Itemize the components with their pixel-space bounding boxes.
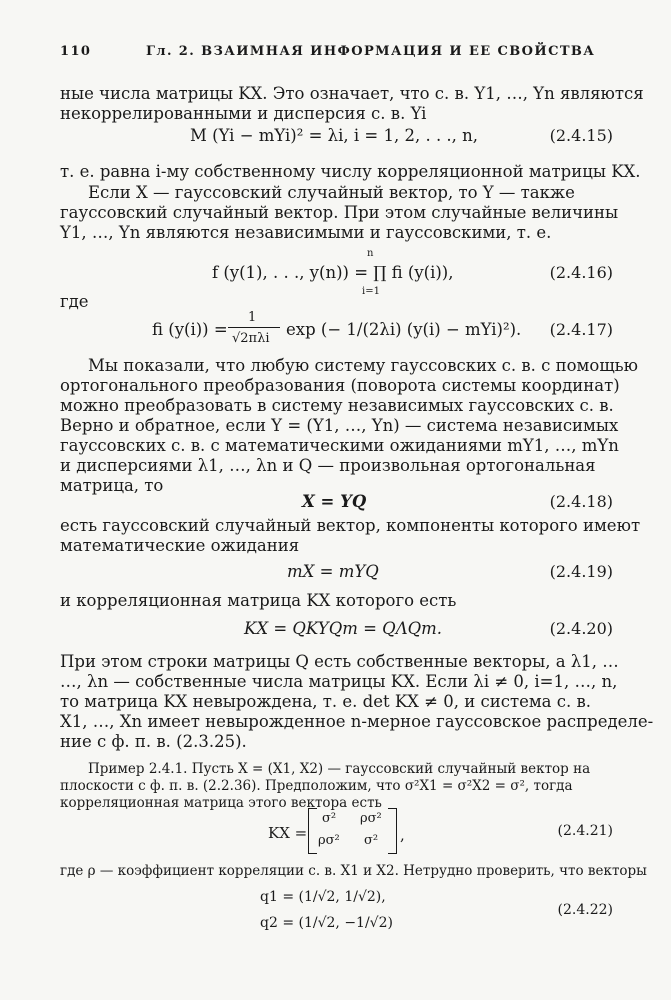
equation-number: (2.4.20) xyxy=(549,619,613,638)
text-line: X1, …, Xn имеет невырожденное n-мерное гауссовское распределе- xyxy=(60,712,654,731)
matrix-cell: σ² xyxy=(322,811,337,826)
page-number: 110 xyxy=(60,44,92,59)
equation-number: (2.4.16) xyxy=(549,263,613,282)
equation-number: (2.4.18) xyxy=(549,492,613,511)
matrix-left-bracket xyxy=(308,808,317,854)
equation-number: (2.4.22) xyxy=(557,902,613,918)
equation-2-4-22-a: q1 = (1/√2, 1/√2), xyxy=(260,889,386,905)
matrix-cell: σ² xyxy=(364,833,379,848)
equation-2-4-21-lhs: KX = xyxy=(268,824,308,842)
matrix-right-bracket xyxy=(388,808,397,854)
text-line: ние с ф. п. в. (2.3.25). xyxy=(60,732,247,751)
matrix-cell: ρσ² xyxy=(360,811,382,826)
text-line: гауссовских с. в. с математическими ожиданиями mY1, …, mYn xyxy=(60,436,619,455)
text-line: то матрица KX невырождена, т. е. det KX ≠ 0, и система с. в. xyxy=(60,692,592,711)
text-line: и корреляционная матрица KX которого есть xyxy=(60,591,457,610)
equation-number: (2.4.17) xyxy=(549,320,613,339)
fraction-denominator: √2πλi xyxy=(232,331,270,346)
text-line: ные числа матрицы KX. Это означает, что с. в. Y1, …, Yn являются xyxy=(60,84,644,103)
matrix-cell: ρσ² xyxy=(318,833,340,848)
text-line: есть гауссовский случайный вектор, компоненты которого имеют xyxy=(60,516,641,535)
text-line: можно преобразовать в систему независимых гауссовских с. в. xyxy=(60,396,614,415)
example-line: Пример 2.4.1. Пусть X = (X1, X2) — гауссовский случайный вектор на xyxy=(88,761,591,777)
equation-number: (2.4.15) xyxy=(549,126,613,145)
text-line: т. е. равна i-му собственному числу корреляционной матрицы KX. xyxy=(60,162,641,181)
text-line: Мы показали, что любую систему гауссовских с. в. с помощью xyxy=(88,356,639,375)
equation-2-4-17-lhs: fi (y(i)) = xyxy=(152,320,228,339)
running-title: Гл. 2. ВЗАИМНАЯ ИНФОРМАЦИЯ И ЕЕ СВОЙСТВА xyxy=(146,44,596,59)
product-upper-limit: n xyxy=(367,248,374,259)
example-line: где ρ — коэффициент корреляции с. в. X1 и X2. Нетрудно проверить, что векторы xyxy=(60,863,647,879)
text-line: Если X — гауссовский случайный вектор, то Y — также xyxy=(88,183,575,202)
equation-number: (2.4.21) xyxy=(557,823,613,839)
text-line: …, λn — собственные числа матрицы KX. Если λi ≠ 0, i=1, …, n, xyxy=(60,672,618,691)
example-line: плоскости с ф. п. в. (2.2.36). Предположим, что σ²X1 = σ²X2 = σ², тогда xyxy=(60,778,573,794)
text-line: При этом строки матрицы Q есть собственные векторы, а λ1, … xyxy=(60,652,619,671)
equation-2-4-20: KX = QKYQт = QΛQт. xyxy=(244,619,443,638)
text-line: Y1, …, Yn являются независимыми и гауссовскими, т. е. xyxy=(60,223,552,242)
text-line: где xyxy=(60,292,89,311)
equation-2-4-17-rhs: exp (− 1/(2λi) (y(i) − mYi)²). xyxy=(286,320,522,339)
product-lower-limit: i=1 xyxy=(362,286,380,297)
text-line: некоррелированными и дисперсия с. в. Yi xyxy=(60,104,427,123)
text-line: Верно и обратное, если Y = (Y1, …, Yn) — система независимых xyxy=(60,416,619,435)
example-line: корреляционная матрица этого вектора есть xyxy=(60,795,382,811)
equation-2-4-15: M (Yi − mYi)² = λi, i = 1, 2, . . ., n, xyxy=(190,126,479,145)
text-line: ортогонального преобразования (поворота системы координат) xyxy=(60,376,620,395)
fraction-numerator: 1 xyxy=(248,310,257,325)
text-line: гауссовский случайный вектор. При этом случайные величины xyxy=(60,203,619,222)
text-line: математические ожидания xyxy=(60,536,300,555)
equation-2-4-22-b: q2 = (1/√2, −1/√2) xyxy=(260,915,393,931)
equation-2-4-16: f (y(1), . . ., y(n)) = ∏ fi (y(i)), xyxy=(212,263,454,282)
equation-2-4-19: mX = mYQ xyxy=(287,562,379,581)
equation-2-4-18: X = YQ xyxy=(302,492,367,511)
equation-2-4-21-tail: , xyxy=(400,826,405,844)
text-line: матрица, то xyxy=(60,476,164,495)
equation-number: (2.4.19) xyxy=(549,562,613,581)
text-line: и дисперсиями λ1, …, λn и Q — произвольная ортогональная xyxy=(60,456,596,475)
